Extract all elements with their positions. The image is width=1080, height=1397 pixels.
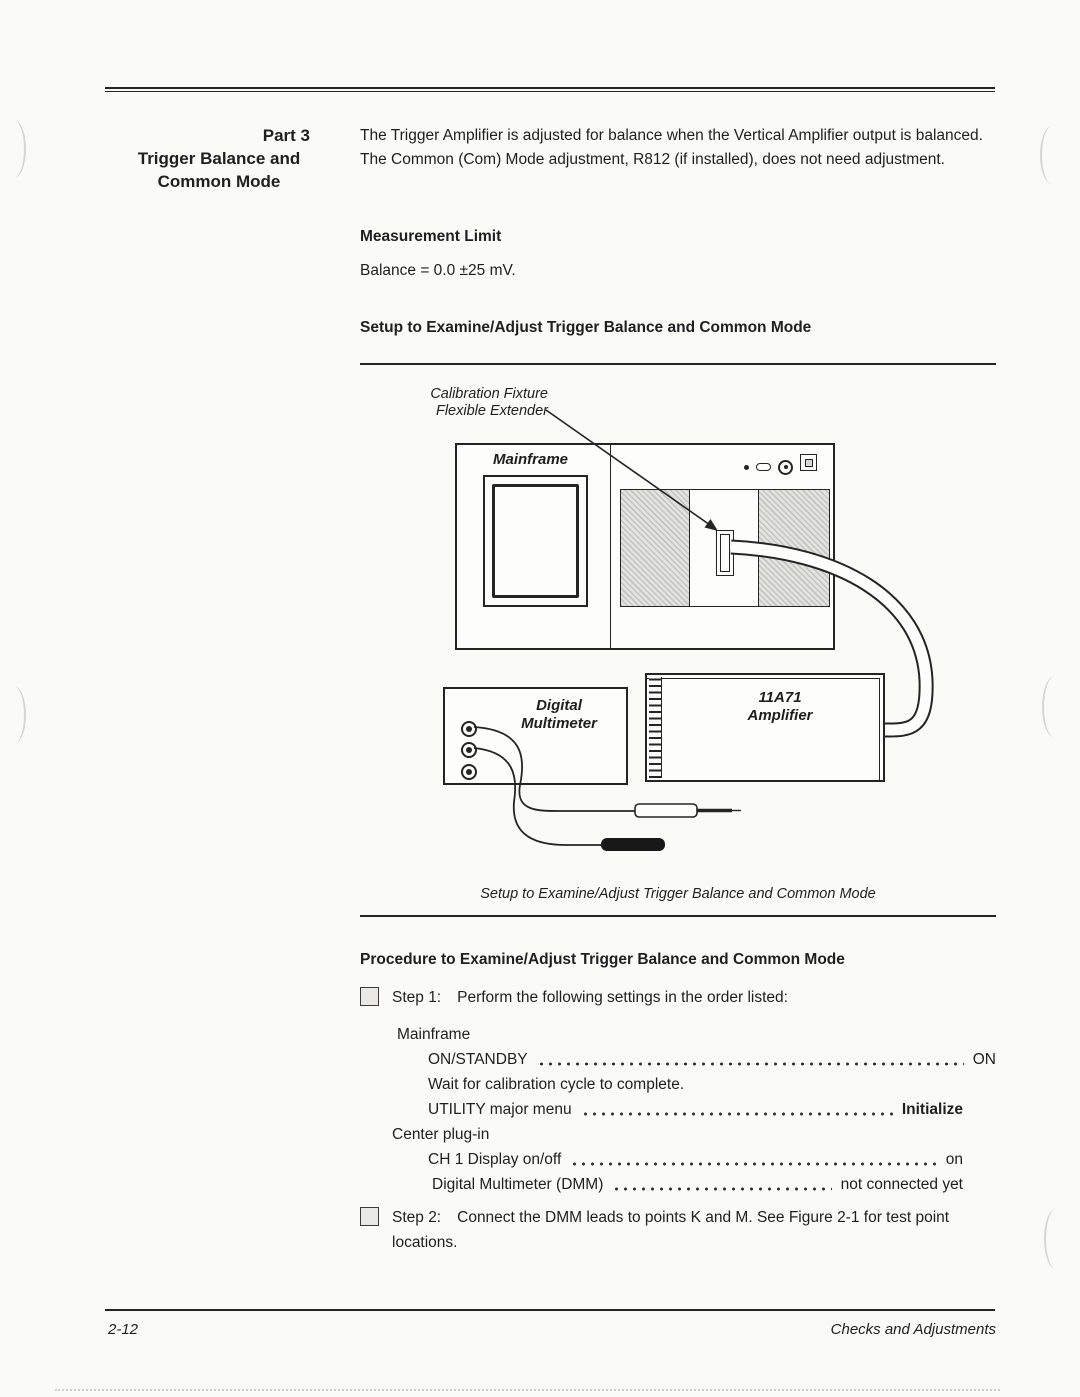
step-body: Perform the following settings in the order listed: xyxy=(457,989,788,1006)
scan-artifact xyxy=(2,120,26,178)
dmm-lead-wire xyxy=(474,748,602,845)
amplifier-label-line2: Amplifier xyxy=(747,707,813,724)
step-body: Connect the DMM leads to points K and M. See Figure 2-1 for test point locations. xyxy=(392,1209,950,1251)
procedure-heading: Procedure to Examine/Adjust Trigger Balance and Common Mode xyxy=(360,951,845,968)
callout-label xyxy=(398,386,548,419)
mainframe-label: Mainframe xyxy=(493,451,569,468)
figure-setup-diagram xyxy=(360,380,996,880)
step-text xyxy=(392,985,788,1010)
amplifier-label-line1: 11A71 xyxy=(758,689,802,706)
setting-name: Digital Multimeter (DMM) xyxy=(432,1176,604,1193)
step-label: Step 2: xyxy=(392,1209,442,1226)
measurement-limit-heading: Measurement Limit xyxy=(360,228,502,245)
setting-row xyxy=(360,1047,996,1072)
step-checkbox xyxy=(360,987,379,1006)
scan-artifact xyxy=(1040,126,1064,184)
setting-name: Wait for calibration cycle to complete. xyxy=(428,1076,685,1093)
setup-heading: Setup to Examine/Adjust Trigger Balance and Common Mode xyxy=(360,319,812,336)
part-title-line2: Common Mode xyxy=(157,172,281,191)
step-2 xyxy=(360,1205,996,1255)
setting-row xyxy=(360,1122,996,1147)
page-number: 2-12 xyxy=(108,1321,139,1338)
dmm-label-line2: Multimeter xyxy=(521,715,597,732)
setting-name: Center plug-in xyxy=(392,1126,490,1143)
footer-title: Checks and Adjustments xyxy=(830,1321,996,1338)
scan-artifact xyxy=(2,686,26,744)
step-1 xyxy=(360,985,996,1010)
callout-pointer-line xyxy=(546,410,710,525)
setting-value: not connected yet xyxy=(840,1176,963,1193)
setting-value: on xyxy=(945,1151,963,1168)
section-rule xyxy=(360,363,996,365)
top-rule xyxy=(105,87,995,92)
leader-dots xyxy=(612,1172,831,1197)
dmm-lead-wire xyxy=(474,727,636,811)
figure-cables-svg xyxy=(360,380,996,880)
setting-row xyxy=(360,1147,996,1172)
test-probe xyxy=(635,804,697,817)
scan-artifact xyxy=(1044,1208,1070,1270)
part-title-line1: Trigger Balance and xyxy=(137,149,301,168)
measurement-limit-value: Balance = 0.0 ±25 mV. xyxy=(360,262,516,279)
setting-name: UTILITY major menu xyxy=(428,1101,572,1118)
intro-text: The Trigger Amplifier is adjusted for balance when the Vertical Amplifier output is balanced. The Common (Com) Mode adjustment, R812 (if installed), does not need adjustment. xyxy=(360,127,983,168)
scan-artifact xyxy=(1042,676,1068,738)
callout-line1: Calibration Fixture xyxy=(430,386,548,402)
setting-value: ON xyxy=(972,1051,996,1068)
part-heading xyxy=(118,124,320,193)
amplifier-box xyxy=(645,673,885,782)
section-rule xyxy=(360,915,996,917)
setting-name: CH 1 Display on/off xyxy=(428,1151,562,1168)
leader-dots xyxy=(570,1147,937,1172)
amplifier-label xyxy=(707,689,853,725)
setting-value: Initialize xyxy=(901,1101,963,1118)
step-text xyxy=(392,1205,996,1255)
part-number: Part 3 xyxy=(262,126,310,145)
dmm-label-line1: Digital xyxy=(536,697,582,714)
setting-name: ON/STANDBY xyxy=(428,1051,528,1068)
step-label: Step 1: xyxy=(392,989,442,1006)
footer-rule xyxy=(105,1309,995,1311)
callout-line2: Flexible Extender xyxy=(435,402,548,419)
scan-artifact xyxy=(55,1389,1000,1391)
step-checkbox xyxy=(360,1207,379,1226)
figure-caption: Setup to Examine/Adjust Trigger Balance and Common Mode xyxy=(480,886,876,902)
setting-name: Mainframe xyxy=(397,1026,471,1043)
setting-row xyxy=(360,1172,996,1197)
setting-row xyxy=(360,1097,996,1122)
callout-arrowhead xyxy=(705,519,719,531)
test-probe xyxy=(601,838,665,851)
setting-row xyxy=(360,1022,996,1047)
settings-list xyxy=(360,1022,996,1197)
amplifier-connector-edge xyxy=(649,677,662,778)
setting-row xyxy=(360,1072,996,1097)
leader-dots xyxy=(581,1097,893,1122)
leader-dots xyxy=(537,1047,964,1072)
